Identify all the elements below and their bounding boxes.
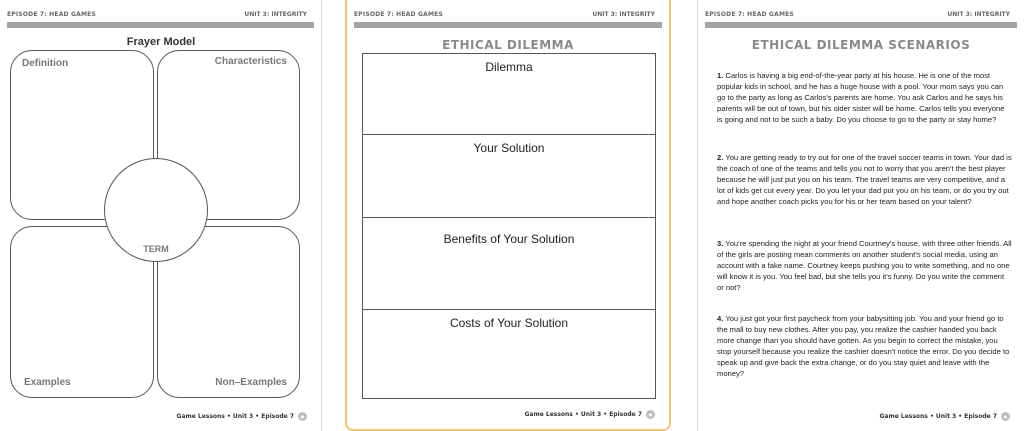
page-footer [524,410,655,419]
scenario-text: You just got your first paycheck from your babysitting job. You and your friend go to the mall to buy new clothes. After you pay, you realize the cashier handed you back more change than you should have gotten. As you begin to correct the mistake, you stop yourself because you realize the cashier doesn't notice the error. Do you decide to speak up and give back the extra change, or do you stay quiet and leave with the money? [717,314,1010,378]
frayer-title: Frayer Model [126,36,196,48]
page-footer [176,412,307,421]
scenario-number: 2. [717,153,724,162]
episode-label: EPISODE 7: HEAD GAMES [7,11,96,18]
row-divider [363,217,655,218]
footer-text: Game Lessons • Unit 3 • Episode 7 [879,413,997,420]
dilemma-title: ETHICAL DILEMMA [442,38,574,52]
page-header [698,0,1024,30]
characteristics-label: Characteristics [214,56,287,67]
unit-label: UNIT 3: INTEGRITY [592,11,655,18]
definition-label: Definition [22,58,69,69]
benefits-row-label: Benefits of Your Solution [443,232,575,246]
term-label: TERM [143,244,169,254]
solution-row-label: Your Solution [473,141,545,155]
footer-text: Game Lessons • Unit 3 • Episode 7 [176,413,294,420]
scenario-item [717,152,1012,207]
scenario-number: 1. [717,71,724,80]
scenario-text: Carlos is having a big end-of-the-year party at his house. He is one of the most popular kids in school, and he has a huge house with a pool. Your mom says you can go to the party as long as Carlos's parents are home. You ask Carlos and he says his parents will be out of town, but his older sister will be home. Carlos tells you everyone is going and not to be such a baby. Do you choose to go to the party or stay home? [717,71,1005,124]
costs-row-label: Costs of Your Solution [449,316,569,330]
scenario-text: You're spending the night at your friend Courtney's house, with three other friends. All of the girls are posting mean comments on another student's social media, using an account with a fake name. Courtney keeps pushing you to write something, and no one will know it is you. You feel bad, but she tells you it's funny. Do you write the comment or not? [717,239,1012,292]
scenario-number: 3. [717,239,724,248]
header-bar [354,22,662,28]
scenario-item [717,238,1012,293]
dilemma-scenarios-page [697,0,1024,431]
page-header [0,0,321,30]
episode-label: EPISODE 7: HEAD GAMES [705,11,794,18]
header-bar [7,22,314,28]
header-bar [705,22,1017,28]
frayer-model-page [0,0,322,431]
page-header [347,0,669,30]
scenarios-title: ETHICAL DILEMMA SCENARIOS [751,38,971,52]
scenario-item [717,70,1012,125]
dilemma-row-label: Dilemma [485,60,533,74]
page-number-icon: ● [646,410,655,419]
row-divider [363,309,655,310]
unit-label: UNIT 3: INTEGRITY [947,11,1010,18]
dilemma-table [362,53,656,399]
ethical-dilemma-page [345,0,671,431]
scenario-text: You are getting ready to try out for one of the travel soccer teams in town. Your dad is the coach of one of the teams and tells you not to worry that you aren't the best player because he will just put you on his team. The travel teams are very competitive, and a lot of kids get cut every year. Do you let your dad put you on his team, or do you try out and hope another coach picks you for his or her team based on your talent? [717,153,1012,206]
non-examples-label: Non–Examples [215,377,287,388]
row-divider [363,134,655,135]
page-number-icon: ● [298,412,307,421]
unit-label: UNIT 3: INTEGRITY [244,11,307,18]
scenario-number: 4. [717,314,724,323]
page-number-icon: ● [1001,412,1010,421]
scenario-item [717,313,1012,379]
examples-label: Examples [24,377,71,388]
page-footer [879,412,1010,421]
footer-text: Game Lessons • Unit 3 • Episode 7 [524,411,642,418]
episode-label: EPISODE 7: HEAD GAMES [354,11,443,18]
